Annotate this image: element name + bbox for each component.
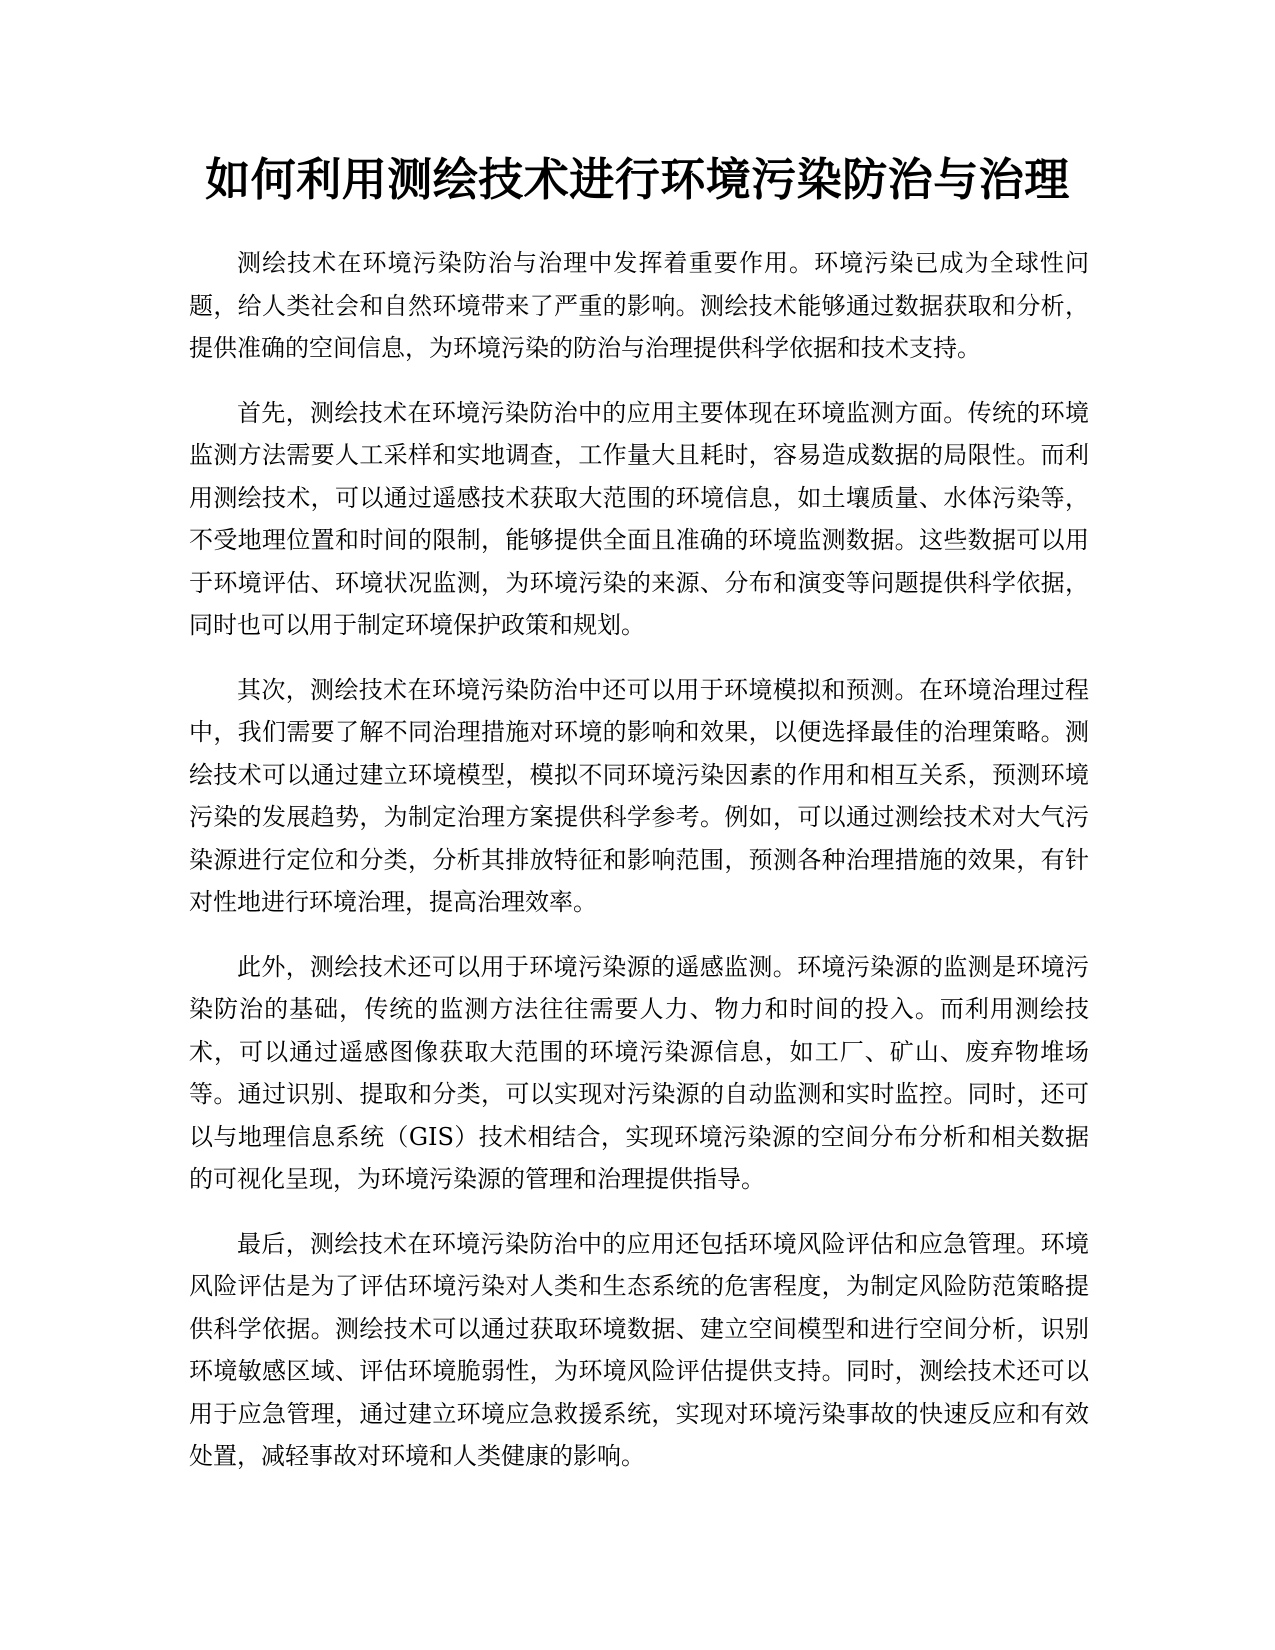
paragraph-remote-sensing: 此外，测绘技术还可以用于环境污染源的遥感监测。环境污染源的监测是环境污染防治的基础，传统的监测方法往往需要人力、物力和时间的投入。而利用测绘技术，可以通过遥感图像获取大范围的环境污染源信息，如工厂、矿山、废弃物堆场等。通过识别、提取和分类，可以实现对污染源的自动监测和实时监控。同时，还可以与地理信息系统（GIS）技术相结合，实现环境污染源的空间分布分析和相关数据的可视化呈现，为环境污染源的管理和治理提供指导。 [189,952,1089,1193]
paragraph-monitoring: 首先，测绘技术在环境污染防治中的应用主要体现在环境监测方面。传统的环境监测方法需要人工采样和实地调查，工作量大且耗时，容易造成数据的局限性。而利用测绘技术，可以通过遥感技术获取大范围的环境信息，如土壤质量、水体污染等，不受地理位置和时间的限制，能够提供全面且准确的环境监测数据。这些数据可以用于环境评估、环境状况监测，为环境污染的来源、分布和演变等问题提供科学依据，同时也可以用于制定环境保护政策和规划。 [189,398,1089,639]
paragraph-intro: 测绘技术在环境污染防治与治理中发挥着重要作用。环境污染已成为全球性问题，给人类社会和自然环境带来了严重的影响。测绘技术能够通过数据获取和分析，提供准确的空间信息，为环境污染的防治与治理提供科学依据和技术支持。 [189,249,1089,362]
paragraph-risk-assessment: 最后，测绘技术在环境污染防治中的应用还包括环境风险评估和应急管理。环境风险评估是为了评估环境污染对人类和生态系统的危害程度，为制定风险防范策略提供科学依据。测绘技术可以通过获取环境数据、建立空间模型和进行空间分析，识别环境敏感区域、评估环境脆弱性，为环境风险评估提供支持。同时，测绘技术还可以用于应急管理，通过建立环境应急救援系统，实现对环境污染事故的快速反应和有效处置，减轻事故对环境和人类健康的影响。 [189,1229,1089,1470]
document-body [189,242,1089,1500]
paragraph-simulation: 其次，测绘技术在环境污染防治中还可以用于环境模拟和预测。在环境治理过程中，我们需要了解不同治理措施对环境的影响和效果，以便选择最佳的治理策略。测绘技术可以通过建立环境模型，模拟不同环境污染因素的作用和相互关系，预测环境污染的发展趋势，为制定治理方案提供科学参考。例如，可以通过测绘技术对大气污染源进行定位和分类，分析其排放特征和影响范围，预测各种治理措施的效果，有针对性地进行环境治理，提高治理效率。 [189,675,1089,916]
page-title: 如何利用测绘技术进行环境污染防治与治理 [205,153,1070,206]
